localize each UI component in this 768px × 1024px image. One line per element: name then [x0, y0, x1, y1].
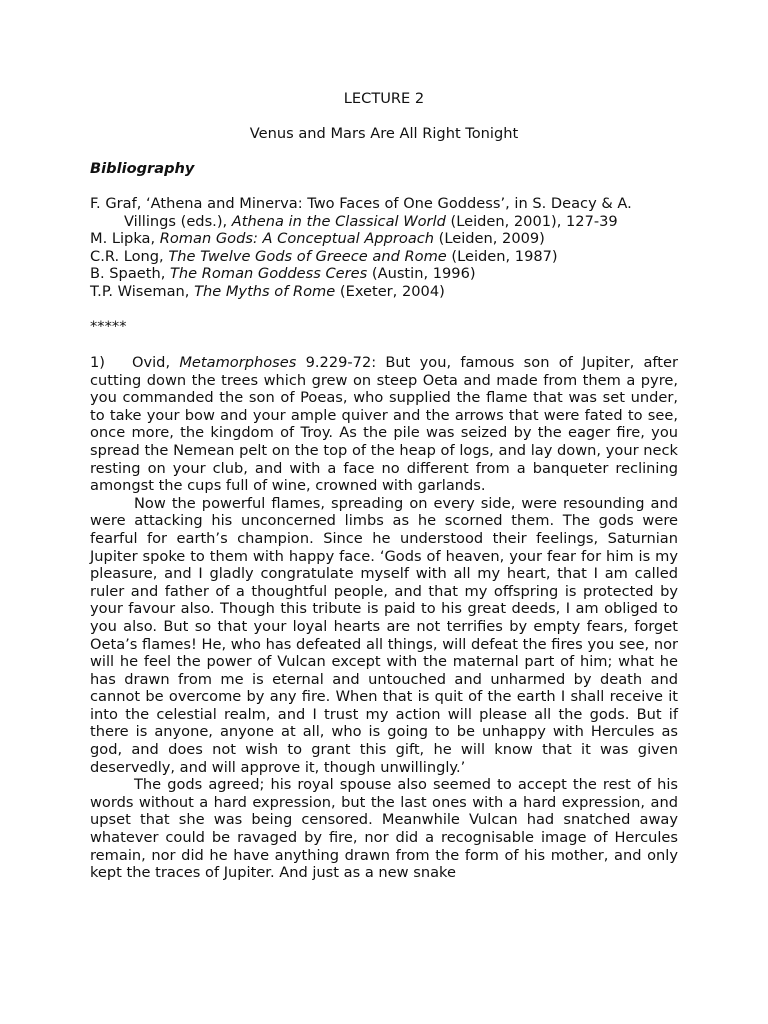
lecture-title: LECTURE 2 — [343, 90, 425, 107]
entry-publication: (Leiden, 2001), 127-39 — [445, 212, 618, 230]
bibliography-entry — [90, 283, 678, 301]
passage-paragraph-3: The gods agreed; his royal spouse also seemed to accept the rest of his words without a hard expression, but the last ones with a hard expression, and upset that she was being censored. Meanwhile Vulcan had snatched away whatever could be ravaged by fire, nor did a recognisable image of Hercules remain, nor did he have anything drawn from the form of his mother, and only kept the traces of Jupiter. And just as a new snake — [90, 776, 678, 882]
passage-para-1-text: 9.229-72: But you, famous son of Jupiter, after cutting down the trees which grew on steep Oeta and made from them a pyre, you commanded the son of Poeas, who supplied the flame that was set under, to take your bow and your ample quiver and the arrows that were fated to see, once more, the kingdom of Troy. As the pile was seized by the eager fire, you spread the Nemean pelt on the top of the heap of logs, and lay down, your neck resting on your club, and with a face no different from a banqueter reclining amongst the cups full of wine, crowned with garlands. — [90, 354, 678, 495]
entry-publication: (Leiden, 2009) — [434, 230, 545, 248]
entry-author: C.R. Long, — [90, 247, 169, 265]
passage-paragraph-2: Now the powerful flames, spreading on every side, were resounding and were attacking his unconcerned limbs as he scorned them. The gods were fearful for earth’s champion. Since he understood their feelings, Saturnian Jupiter spoke to them with happy face. ‘Gods of heaven, your fear for him is my pleasure, and I gladly congratulate myself with all my heart, that I am called ruler and father of a thoughtful people, and that my offspring is protected by your favour also. Though this tribute is paid to his great deeds, I am obliged to you also. But so that your loyal hearts are not terrifies by empty fears, forget Oeta’s flames! He, who has defeated all things, will defeat the fires you see, nor will he feel the power of Vulcan except with the maternal part of him; what he has drawn from me is eternal and untouched and unharmed by death and cannot be overcome by any fire. When that is quit of the earth I shall receive it into the celestial realm, and I trust my action will please all the gods. But if there is anyone, anyone at all, who is going to be unhappy with Hercules as god, and does not wish to grant this gift, he will know that it was given deservedly, and will approve it, though unwillingly.’ — [90, 494, 678, 776]
entry-publication: (Austin, 1996) — [367, 265, 476, 283]
bibliography-heading: Bibliography — [90, 160, 195, 177]
bibliography-entry — [90, 230, 678, 248]
bibliography-entry — [90, 248, 678, 266]
entry-title: The Twelve Gods of Greece and Rome — [168, 247, 447, 265]
passage-paragraph-1 — [90, 354, 678, 495]
entry-author: M. Lipka, — [90, 230, 160, 248]
entry-title: Roman Gods: A Conceptual Approach — [159, 230, 435, 248]
entry-author: B. Spaeth, — [90, 265, 170, 283]
entry-publication: (Exeter, 2004) — [335, 282, 445, 300]
entry-title: Athena in the Classical World — [231, 212, 446, 230]
lecture-subtitle: Venus and Mars Are All Right Tonight — [249, 125, 519, 142]
section-separator: ***** — [90, 318, 127, 335]
bibliography-entry — [90, 265, 678, 283]
bibliography-entry — [90, 195, 678, 230]
entry-title: The Myths of Rome — [194, 282, 336, 300]
passage-number: 1) — [90, 354, 105, 371]
entry-publication: (Leiden, 1987) — [446, 247, 558, 265]
bibliography-list — [90, 195, 678, 301]
passage-author: Ovid, — [132, 354, 180, 371]
passage-text — [90, 354, 678, 882]
entry-title: The Roman Goddess Ceres — [170, 265, 368, 283]
entry-author: T.P. Wiseman, — [90, 282, 195, 300]
entry-author: F. Graf, ‘Athena and Minerva: Two Faces of One Goddess’, in S. Deacy & A. Villings (eds.), — [90, 195, 632, 230]
passage-work: Metamorphoses — [179, 354, 297, 371]
